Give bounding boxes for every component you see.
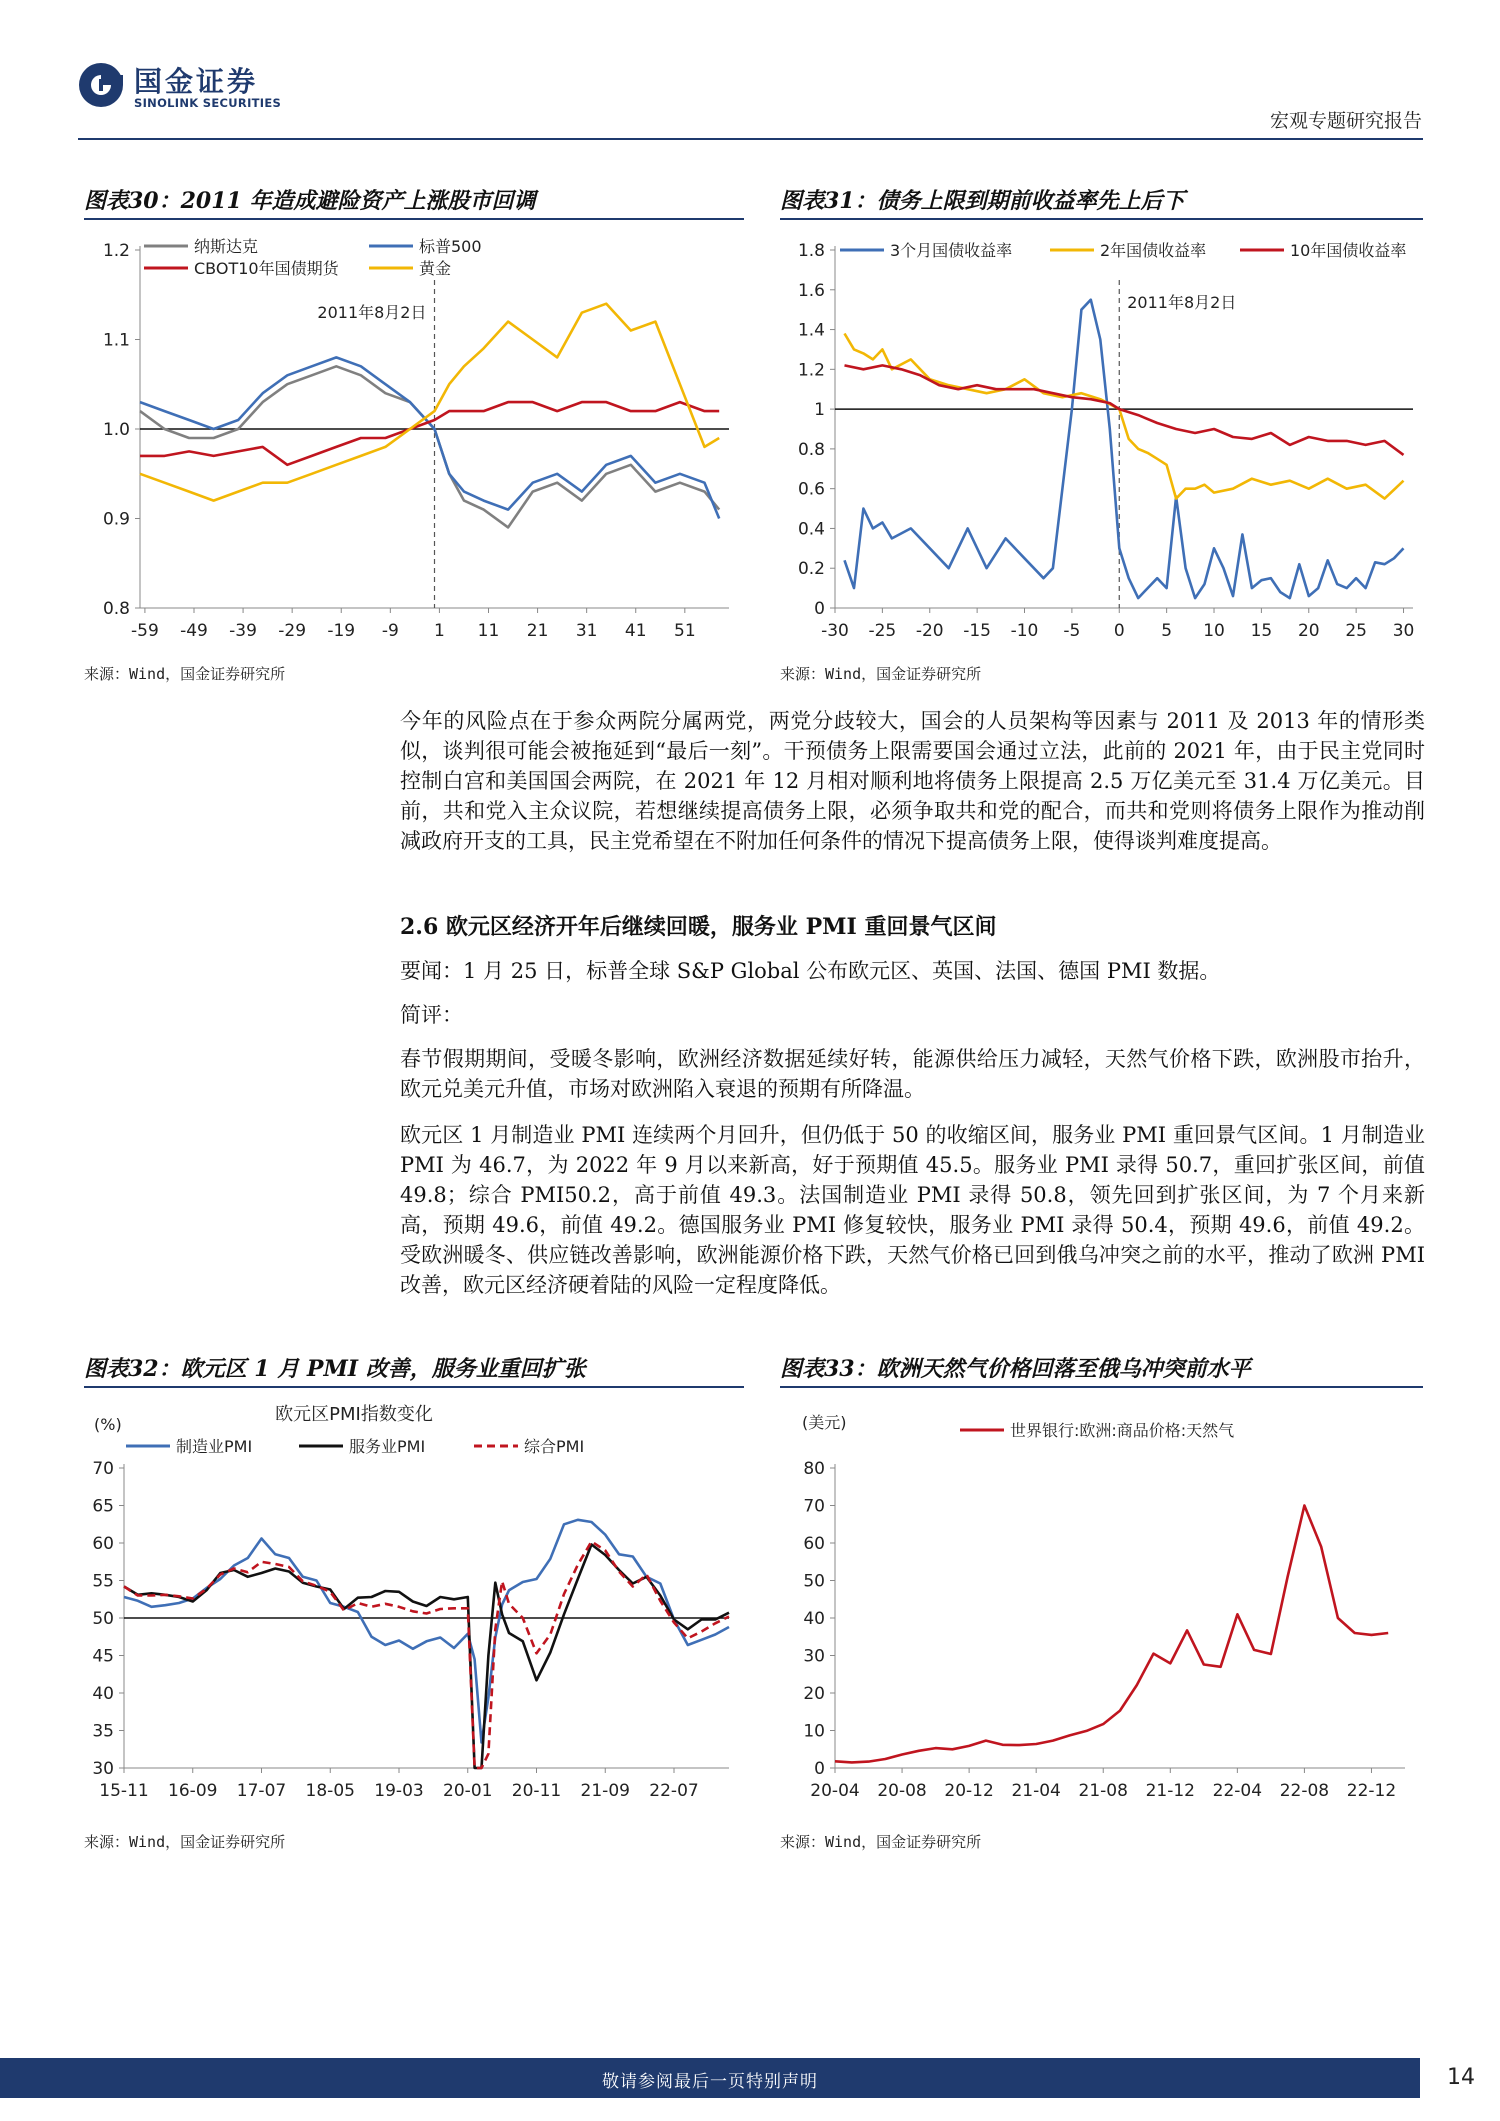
fig31-y-tick-label: 0.8 [797, 439, 825, 460]
fig33-y-tick-label: 40 [803, 1609, 825, 1629]
fig30-legend-label-4: 黄金 [419, 259, 452, 278]
fig31-title: 图表31：债务上限到期前收益率先上后下 [780, 188, 1185, 214]
fig32-inner-title: 欧元区PMI指数变化 [275, 1404, 433, 1425]
fig30-y-tick-label: 1.2 [102, 241, 130, 261]
logo [78, 58, 338, 116]
fig31-series-line-3 [845, 365, 1404, 455]
fig30-x-tick-label: 31 [575, 621, 598, 641]
fig33-title: 图表33：欧洲天然气价格回落至俄乌冲突前水平 [780, 1356, 1251, 1382]
fig31-y-tick-label: 0 [814, 599, 825, 619]
fig30-x-tick-label: 41 [624, 621, 647, 641]
fig30-x-tick-label: -39 [229, 621, 257, 641]
fig31-x-tick-label: 5 [1161, 621, 1173, 641]
fig31-x-tick-label: -30 [821, 621, 849, 641]
fig31-x-tick-label: -20 [915, 621, 944, 641]
fig31-x-tick-label: 15 [1250, 621, 1273, 641]
fig30-y-tick-label: 1.0 [102, 420, 130, 440]
fig31-legend-label-3: 10年国债收益率 [1290, 241, 1407, 260]
fig32-source: 来源：Wind，国金证券研究所 [84, 1833, 286, 1851]
fig31-source: 来源：Wind，国金证券研究所 [780, 665, 982, 683]
fig30-x-tick-label: 11 [477, 621, 500, 641]
fig32-y-tick-label: 65 [92, 1496, 114, 1517]
fig31-y-tick-label: 0.4 [797, 519, 825, 540]
body-paragraph-3: 欧元区 1 月制造业 PMI 连续两个月回升，但仍低于 50 的收缩区间，服务业 PMI 重回景气区间。1 月制造业 PMI 为 46.7，为 2022 年 9 月以来新高，好于预期值 45.5。服务业 PMI 录得 50.7，重回扩张区间，前值 49.8；综合 PMI50.2，高于前值 49.3。法国制造业 PMI 录得 50.8，领先回到扩张区间，为 7 个月来新高，预期 49.6，前值 49.2。德国服务业 PMI 修复较快，服务业 PMI 录得 50.4，预期 49.6，前值 49.2。受欧洲暖冬、供应链改善影响，欧洲能源价格下跌，天然气价格已回到俄乌冲突之前的水平，推动了欧洲 PMI 改善，欧元区经济硬着陆的风险一定程度降低。 [400, 1123, 1425, 1297]
fig31-title-rule [780, 218, 1423, 220]
fig30-y-tick-label: 0.9 [102, 509, 130, 530]
fig32-y-label: (%) [94, 1415, 122, 1434]
fig32-series-line-3 [124, 1542, 729, 1769]
fig33-x-tick-label: 22-08 [1279, 1781, 1330, 1801]
fig30-event-label: 2011年8月2日 [317, 303, 427, 322]
fig30-legend-label-3: CBOT10年国债期货 [194, 259, 339, 278]
fig33-x-tick-label: 22-04 [1212, 1781, 1263, 1801]
fig30-y-tick-label: 0.8 [102, 599, 130, 619]
fig30-legend-label-2: 标普500 [419, 237, 482, 256]
fig32-x-tick-label: 17-07 [236, 1781, 287, 1801]
fig31-y-tick-label: 1.4 [797, 320, 825, 341]
fig30-chart [84, 228, 744, 648]
fig33-y-tick-label: 60 [803, 1534, 825, 1554]
fig33-y-tick-label: 50 [803, 1571, 825, 1592]
fig30-x-tick-label: 51 [674, 621, 696, 641]
fig32-legend-label-3: 综合PMI [524, 1437, 585, 1456]
fig31-x-tick-label: -5 [1063, 621, 1081, 641]
fig33-source: 来源：Wind，国金证券研究所 [780, 1833, 982, 1851]
fig31-y-tick-label: 0.2 [797, 559, 825, 580]
fig33-title-rule [780, 1386, 1423, 1388]
fig30-series-line-2 [140, 357, 719, 518]
fig33-x-tick-label: 21-12 [1145, 1781, 1195, 1801]
fig31-y-tick-label: 1.6 [797, 280, 825, 301]
fig31-y-tick-label: 1.2 [797, 360, 825, 381]
fig32-series-line-1 [124, 1520, 729, 1743]
body-paragraph-1: 今年的风险点在于参众两院分属两党，两党分歧较大，国会的人员架构等因素与 2011 及 2013 年的情形类似，谈判很可能会被拖延到“最后一刻”。干预债务上限需要国会通过立法，此前的 2021 年，由于民主党同时控制白宫和美国国会两院，在 2021 年 12 月相对顺利地将债务上限提高 2.5 万亿美元至 31.4 万亿美元。目前，共和党入主众议院，若想继续提高债务上限，必须争取共和党的配合，而共和党则将债务上限作为推动削减政府开支的工具，民主党希望在不附加任何条件的情况下提高债务上限，使得谈判难度提高。 [400, 709, 1425, 853]
fig31-series-line-1 [845, 300, 1404, 598]
fig33-x-tick-label: 20-08 [877, 1781, 927, 1801]
fig33-y-tick-label: 30 [803, 1646, 825, 1667]
fig33-y-tick-label: 10 [803, 1721, 825, 1742]
fig30-x-tick-label: 21 [526, 621, 549, 641]
fig30-title-rule [84, 218, 744, 220]
fig31-event-label: 2011年8月2日 [1127, 293, 1237, 312]
fig31-series-line-2 [845, 334, 1404, 499]
fig31-y-tick-label: 1 [814, 400, 825, 421]
fig33-x-tick-label: 21-08 [1078, 1781, 1128, 1801]
fig30-x-tick-label: 1 [433, 621, 445, 641]
fig33-chart [780, 1396, 1423, 1816]
fig33-y-tick-label: 80 [803, 1459, 825, 1479]
section-heading: 2.6 欧元区经济开年后继续回暖，服务业 PMI 重回景气区间 [400, 914, 997, 940]
fig33-x-tick-label: 20-12 [944, 1781, 994, 1801]
logo-cn-text: 国金证券 [134, 65, 259, 98]
footer-disclaimer: 敬请参阅最后一页特别声明 [602, 2072, 818, 2092]
fig30-x-tick-label: -19 [327, 621, 356, 641]
fig31-x-tick-label: 0 [1113, 621, 1125, 641]
fig31-x-tick-label: -25 [868, 621, 897, 641]
fig30-source: 来源：Wind，国金证券研究所 [84, 665, 286, 683]
sinolink-logo-icon [78, 62, 124, 108]
fig30-series-line-1 [140, 366, 719, 527]
fig32-y-tick-label: 35 [92, 1721, 114, 1742]
fig32-title: 图表32：欧元区 1 月 PMI 改善，服务业重回扩张 [84, 1356, 586, 1382]
fig32-y-tick-label: 70 [92, 1459, 114, 1479]
fig31-y-tick-label: 1.8 [797, 241, 825, 261]
fig32-title-rule [84, 1386, 744, 1388]
fig33-y-tick-label: 20 [803, 1684, 825, 1704]
fig32-x-tick-label: 20-11 [511, 1781, 562, 1801]
header-rule [78, 138, 1423, 140]
fig30-title: 图表30：2011 年造成避险资产上涨股市回调 [84, 188, 536, 214]
fig32-x-tick-label: 18-05 [305, 1781, 355, 1801]
fig32-x-tick-label: 22-07 [649, 1781, 699, 1801]
fig32-y-tick-label: 50 [92, 1609, 114, 1629]
logo-en-text: SINOLINK SECURITIES [134, 96, 282, 110]
fig33-y-label: (美元) [802, 1413, 847, 1432]
fig33-x-tick-label: 20-04 [810, 1781, 860, 1801]
fig31-legend-label-2: 2年国债收益率 [1100, 241, 1207, 260]
fig32-legend-label-1: 制造业PMI [176, 1437, 253, 1456]
fig30-x-tick-label: -49 [180, 621, 208, 641]
fig30-legend-label-1: 纳斯达克 [194, 237, 259, 256]
fig32-x-tick-label: 21-09 [580, 1781, 630, 1801]
fig31-x-tick-label: -15 [963, 621, 992, 641]
fig33-legend-label-1: 世界银行:欧洲:商品价格:天然气 [1010, 1421, 1235, 1440]
fig31-x-tick-label: 20 [1297, 621, 1320, 641]
fig30-y-tick-label: 1.1 [102, 330, 130, 351]
fig31-x-tick-label: 25 [1345, 621, 1367, 641]
fig32-x-tick-label: 15-11 [99, 1781, 149, 1801]
fig33-series-line-1 [835, 1506, 1388, 1763]
fig33-y-tick-label: 70 [803, 1496, 825, 1517]
body-paragraph-2: 春节假期期间，受暖冬影响，欧洲经济数据延续好转，能源供给压力减轻，天然气价格下跌，欧洲股市抬升，欧元兑美元升值，市场对欧洲陷入衰退的预期有所降温。 [400, 1047, 1425, 1101]
fig32-y-tick-label: 60 [92, 1534, 114, 1554]
fig32-chart [84, 1396, 744, 1816]
comment-label: 简评： [400, 1003, 463, 1027]
fig32-y-tick-label: 45 [92, 1646, 114, 1667]
fig32-legend-label-2: 服务业PMI [349, 1437, 426, 1456]
fig33-y-tick-label: 0 [814, 1759, 825, 1779]
news-line: 要闻：1 月 25 日，标普全球 S&P Global 公布欧元区、英国、法国、德国 PMI 数据。 [400, 959, 1221, 983]
fig33-x-tick-label: 21-04 [1011, 1781, 1061, 1801]
fig30-x-tick-label: -29 [278, 621, 307, 641]
fig32-y-tick-label: 55 [92, 1571, 114, 1592]
fig32-x-tick-label: 19-03 [374, 1781, 424, 1801]
fig32-y-tick-label: 30 [92, 1759, 114, 1779]
fig32-y-tick-label: 40 [92, 1684, 114, 1704]
fig31-chart [780, 228, 1423, 648]
fig31-legend-label-1: 3个月国债收益率 [890, 241, 1013, 260]
fig33-x-tick-label: 22-12 [1346, 1781, 1397, 1801]
fig31-x-tick-label: -10 [1010, 621, 1039, 641]
fig31-x-tick-label: 10 [1203, 621, 1225, 641]
fig30-x-tick-label: -59 [131, 621, 159, 641]
fig31-y-tick-label: 0.6 [797, 479, 825, 500]
fig32-x-tick-label: 20-01 [443, 1781, 493, 1801]
fig30-series-line-4 [140, 304, 719, 501]
fig30-x-tick-label: -9 [381, 621, 399, 641]
fig31-x-tick-label: 30 [1392, 621, 1415, 641]
fig32-series-line-2 [124, 1545, 729, 1769]
report-type: 宏观专题研究报告 [1269, 110, 1422, 132]
fig32-x-tick-label: 16-09 [168, 1781, 218, 1801]
page-number: 14 [1447, 2065, 1475, 2090]
